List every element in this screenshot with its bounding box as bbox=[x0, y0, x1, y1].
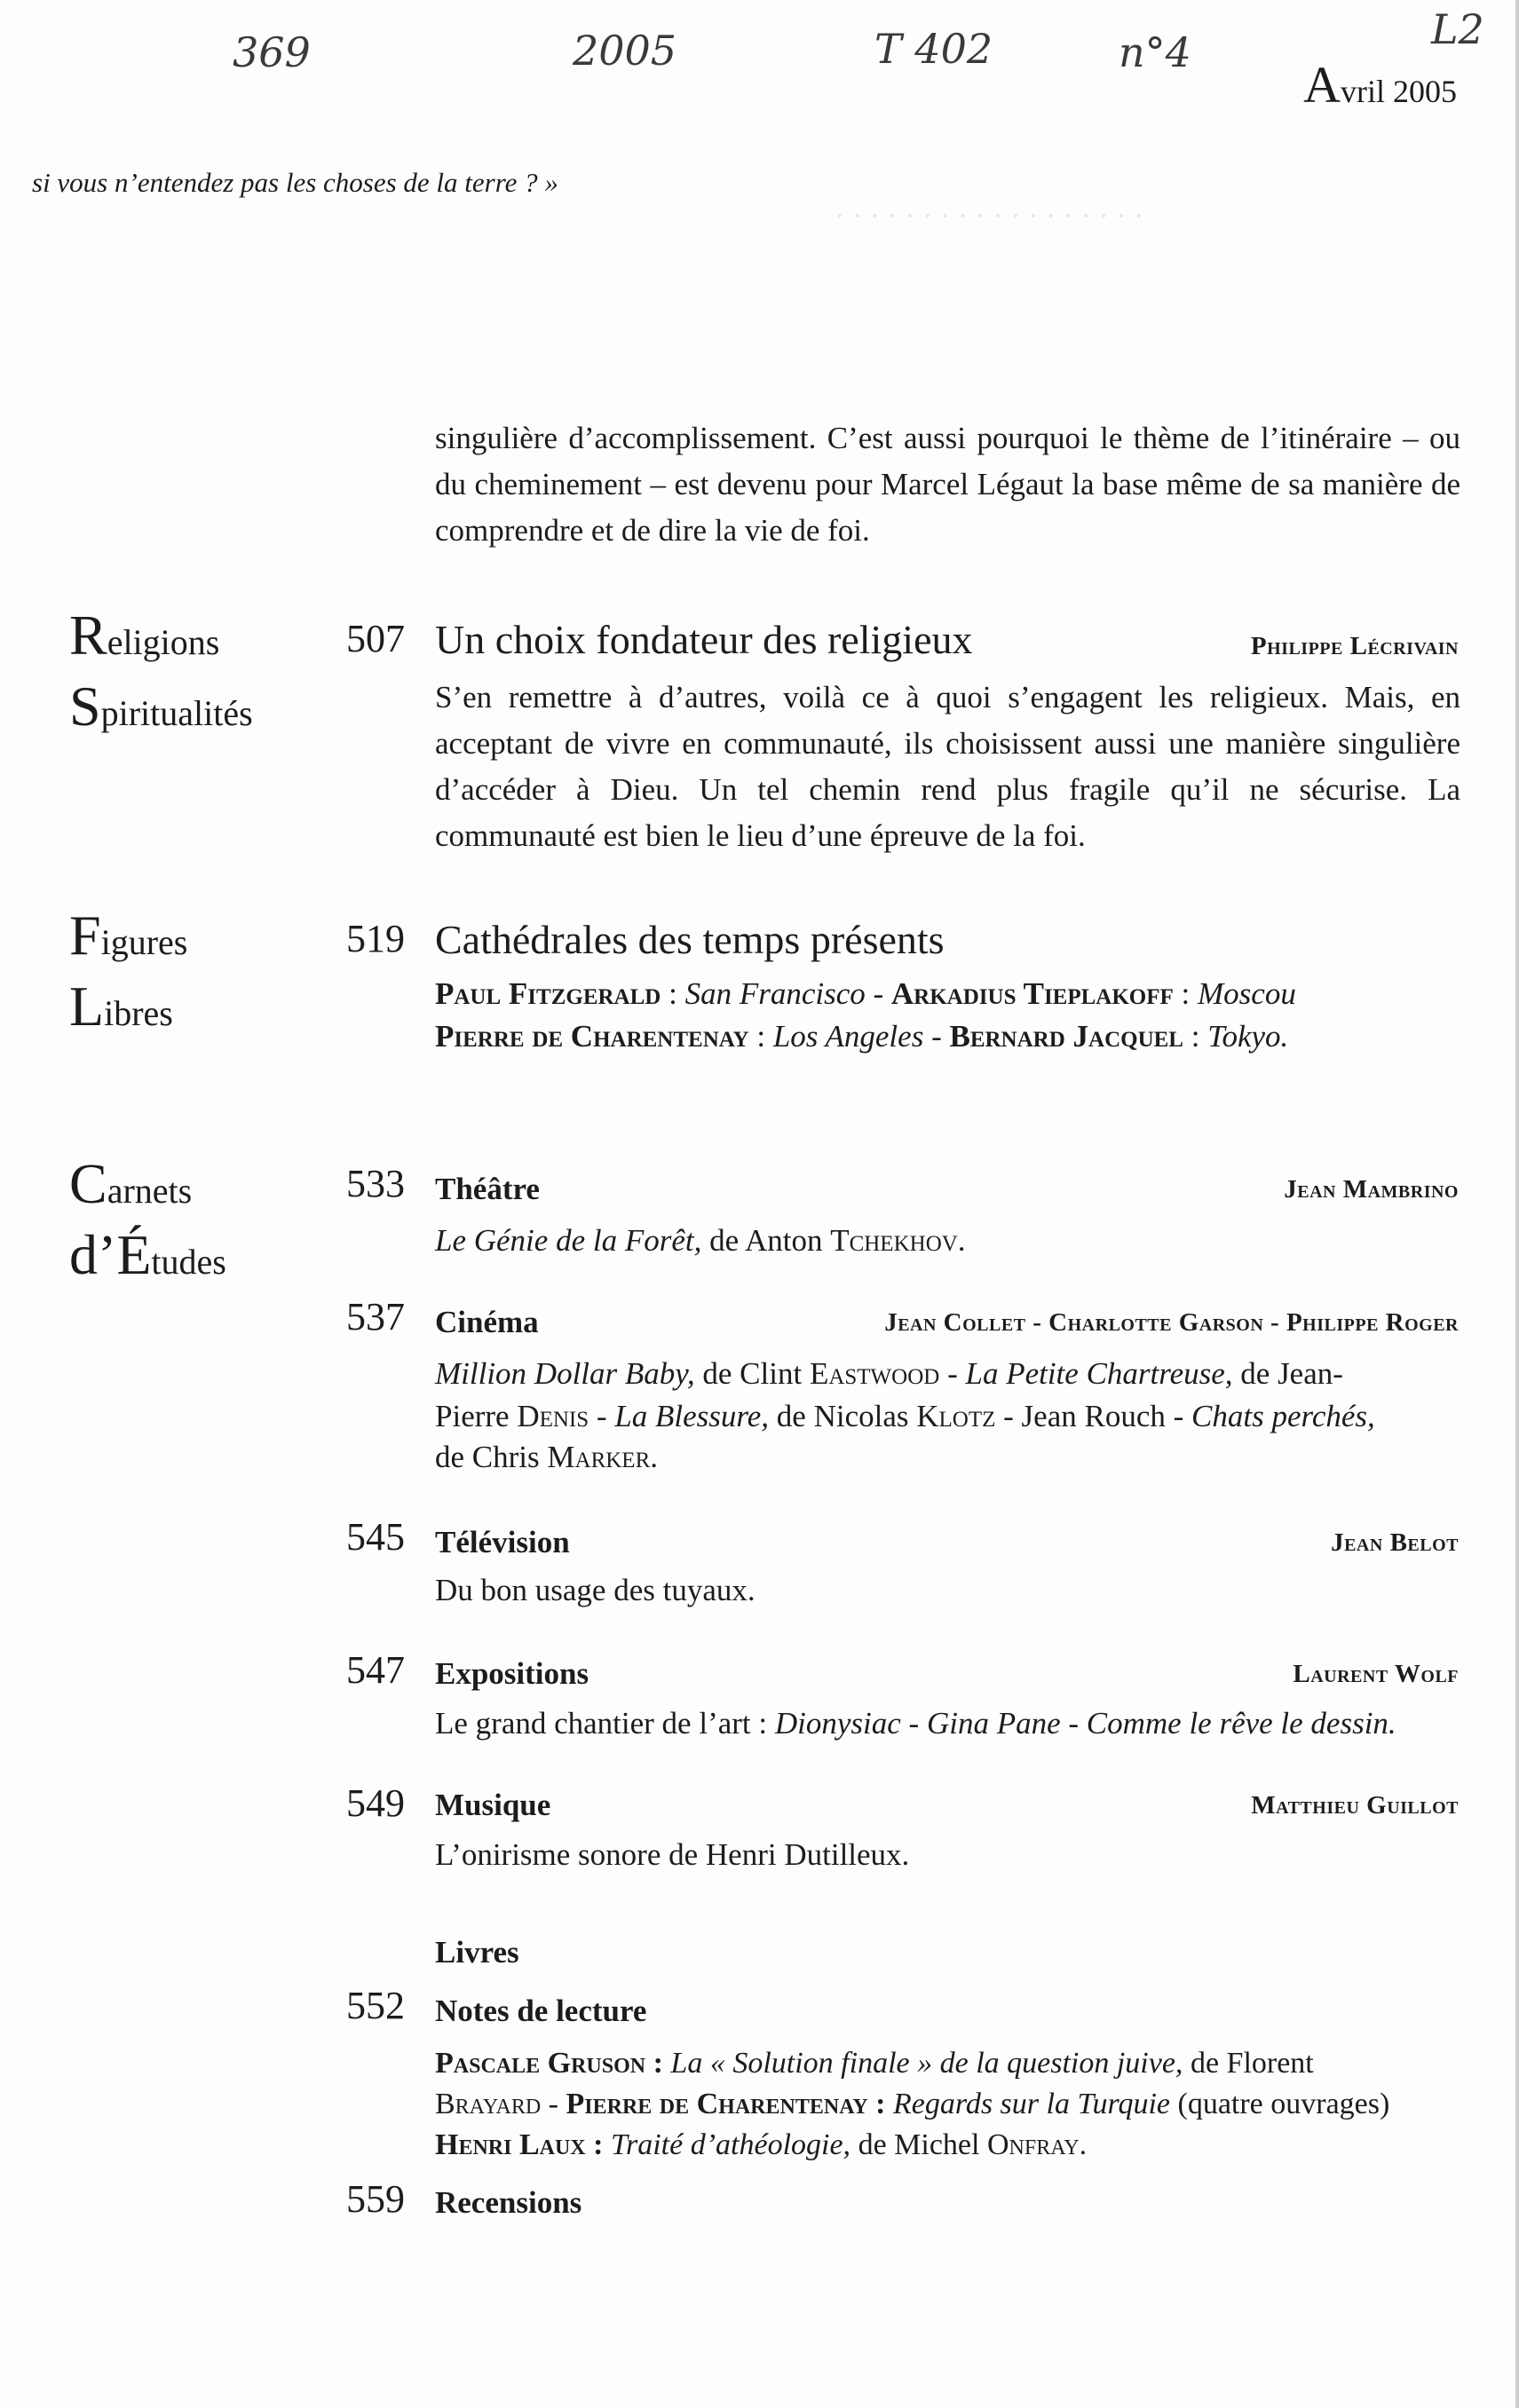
book-note-line: Henri Laux : Traité d’athéologie, de Michel Onfray. bbox=[435, 2128, 1088, 2161]
article-author: Philippe Lécrivain bbox=[1250, 632, 1459, 660]
page-number: 549 bbox=[346, 1781, 405, 1825]
handwritten-number: 369 bbox=[233, 28, 311, 76]
article-author: Laurent Wolf bbox=[1293, 1660, 1459, 1688]
book-note-line: Brayard - Pierre de Charentenay : Regards sur la Turquie (quatre ouvrages) bbox=[435, 2088, 1390, 2120]
rubric-religions: Religions Spiritualités bbox=[69, 604, 253, 738]
article-summary: Le Génie de la Forêt, de Anton Tchekhov. bbox=[435, 1223, 966, 1258]
article-author: Jean Belot bbox=[1331, 1528, 1459, 1557]
intro-paragraph: singulière d’accomplissement. C’est aussi pourquoi le thème de l’itinéraire – ou du cheminement – est devenu pour Marcel Légaut la base même de sa manière de comprendre et de dire la vie de foi. bbox=[435, 421, 1460, 548]
show-through: · · · · · · · · · · · · · · · · · · bbox=[835, 200, 1144, 233]
handwritten-mark: L2 bbox=[1431, 5, 1484, 53]
article-summary: S’en remettre à d’autres, voilà ce à quoi s’engagent les religieux. Mais, en acceptant de vivre en communauté, ils choisissent aussi une manière singulière d’accéder à Dieu. Un tel chemin rend plus fragile qu’il ne sécurise. La communauté est bien le lieu d’une épreuve de la foi. bbox=[435, 680, 1460, 853]
section-title: Théâtre bbox=[435, 1172, 540, 1206]
article-author: Jean Mambrino bbox=[1284, 1175, 1459, 1204]
book-note-line: Pascale Gruson : La « Solution finale » de la question juive, de Florent bbox=[435, 2047, 1314, 2080]
section-subtitle: Recensions bbox=[435, 2185, 582, 2220]
section-title: Télévision bbox=[435, 1525, 570, 1559]
page-number: 507 bbox=[346, 617, 405, 660]
page-number: 519 bbox=[346, 917, 405, 960]
page-number: 552 bbox=[346, 1984, 405, 2027]
handwritten-volume: T 402 bbox=[874, 25, 993, 73]
article-authors: Jean Collet - Charlotte Garson - Philippe Roger bbox=[884, 1308, 1459, 1337]
article-author: Matthieu Guillot bbox=[1251, 1791, 1459, 1820]
section-subtitle: Notes de lecture bbox=[435, 1994, 647, 2028]
page-edge bbox=[1515, 0, 1519, 2408]
article-summary: Du bon usage des tuyaux. bbox=[435, 1573, 756, 1607]
article-summary: L’onirisme sonore de Henri Dutilleux. bbox=[435, 1837, 910, 1872]
rubric-figures: Figures Libres bbox=[69, 904, 188, 1038]
article-summary-line: Million Dollar Baby, de Clint Eastwood - La Petite Chartreuse, de Jean- bbox=[435, 1356, 1343, 1391]
article-summary-line: de Chris Marker. bbox=[435, 1440, 658, 1474]
rubric-carnets: Carnets d’Études bbox=[69, 1152, 226, 1286]
handwritten-year: 2005 bbox=[573, 27, 677, 75]
article-summary: Le grand chantier de l’art : Dionysiac - Gina Pane - Comme le rêve le dessin. bbox=[435, 1706, 1396, 1741]
page-number: 547 bbox=[346, 1648, 405, 1692]
quote-line: si vous n’entendez pas les choses de la terre ? » bbox=[32, 167, 558, 198]
contributors-line: Pierre de Charentenay : Los Angeles - Bernard Jacquel : Tokyo. bbox=[435, 1019, 1289, 1054]
page-number: 545 bbox=[346, 1515, 405, 1559]
page-number: 559 bbox=[346, 2177, 405, 2221]
article-title: Un choix fondateur des religieux bbox=[435, 617, 973, 662]
section-title: Cinéma bbox=[435, 1305, 539, 1339]
issue-date: Avril 2005 bbox=[1303, 56, 1457, 114]
handwritten-issue: n°4 bbox=[1119, 28, 1191, 76]
page-number: 537 bbox=[346, 1295, 405, 1338]
article-summary-line: Pierre Denis - La Blessure, de Nicolas Klotz - Jean Rouch - Chats perchés, bbox=[435, 1399, 1375, 1433]
section-title: Musique bbox=[435, 1788, 551, 1822]
contributors-line: Paul Fitzgerald : San Francisco - Arkadius Tieplakoff : Moscou bbox=[435, 976, 1296, 1011]
section-title: Expositions bbox=[435, 1656, 589, 1691]
section-title: Livres bbox=[435, 1935, 519, 1970]
article-title: Cathédrales des temps présents bbox=[435, 917, 945, 962]
page-number: 533 bbox=[346, 1162, 405, 1205]
